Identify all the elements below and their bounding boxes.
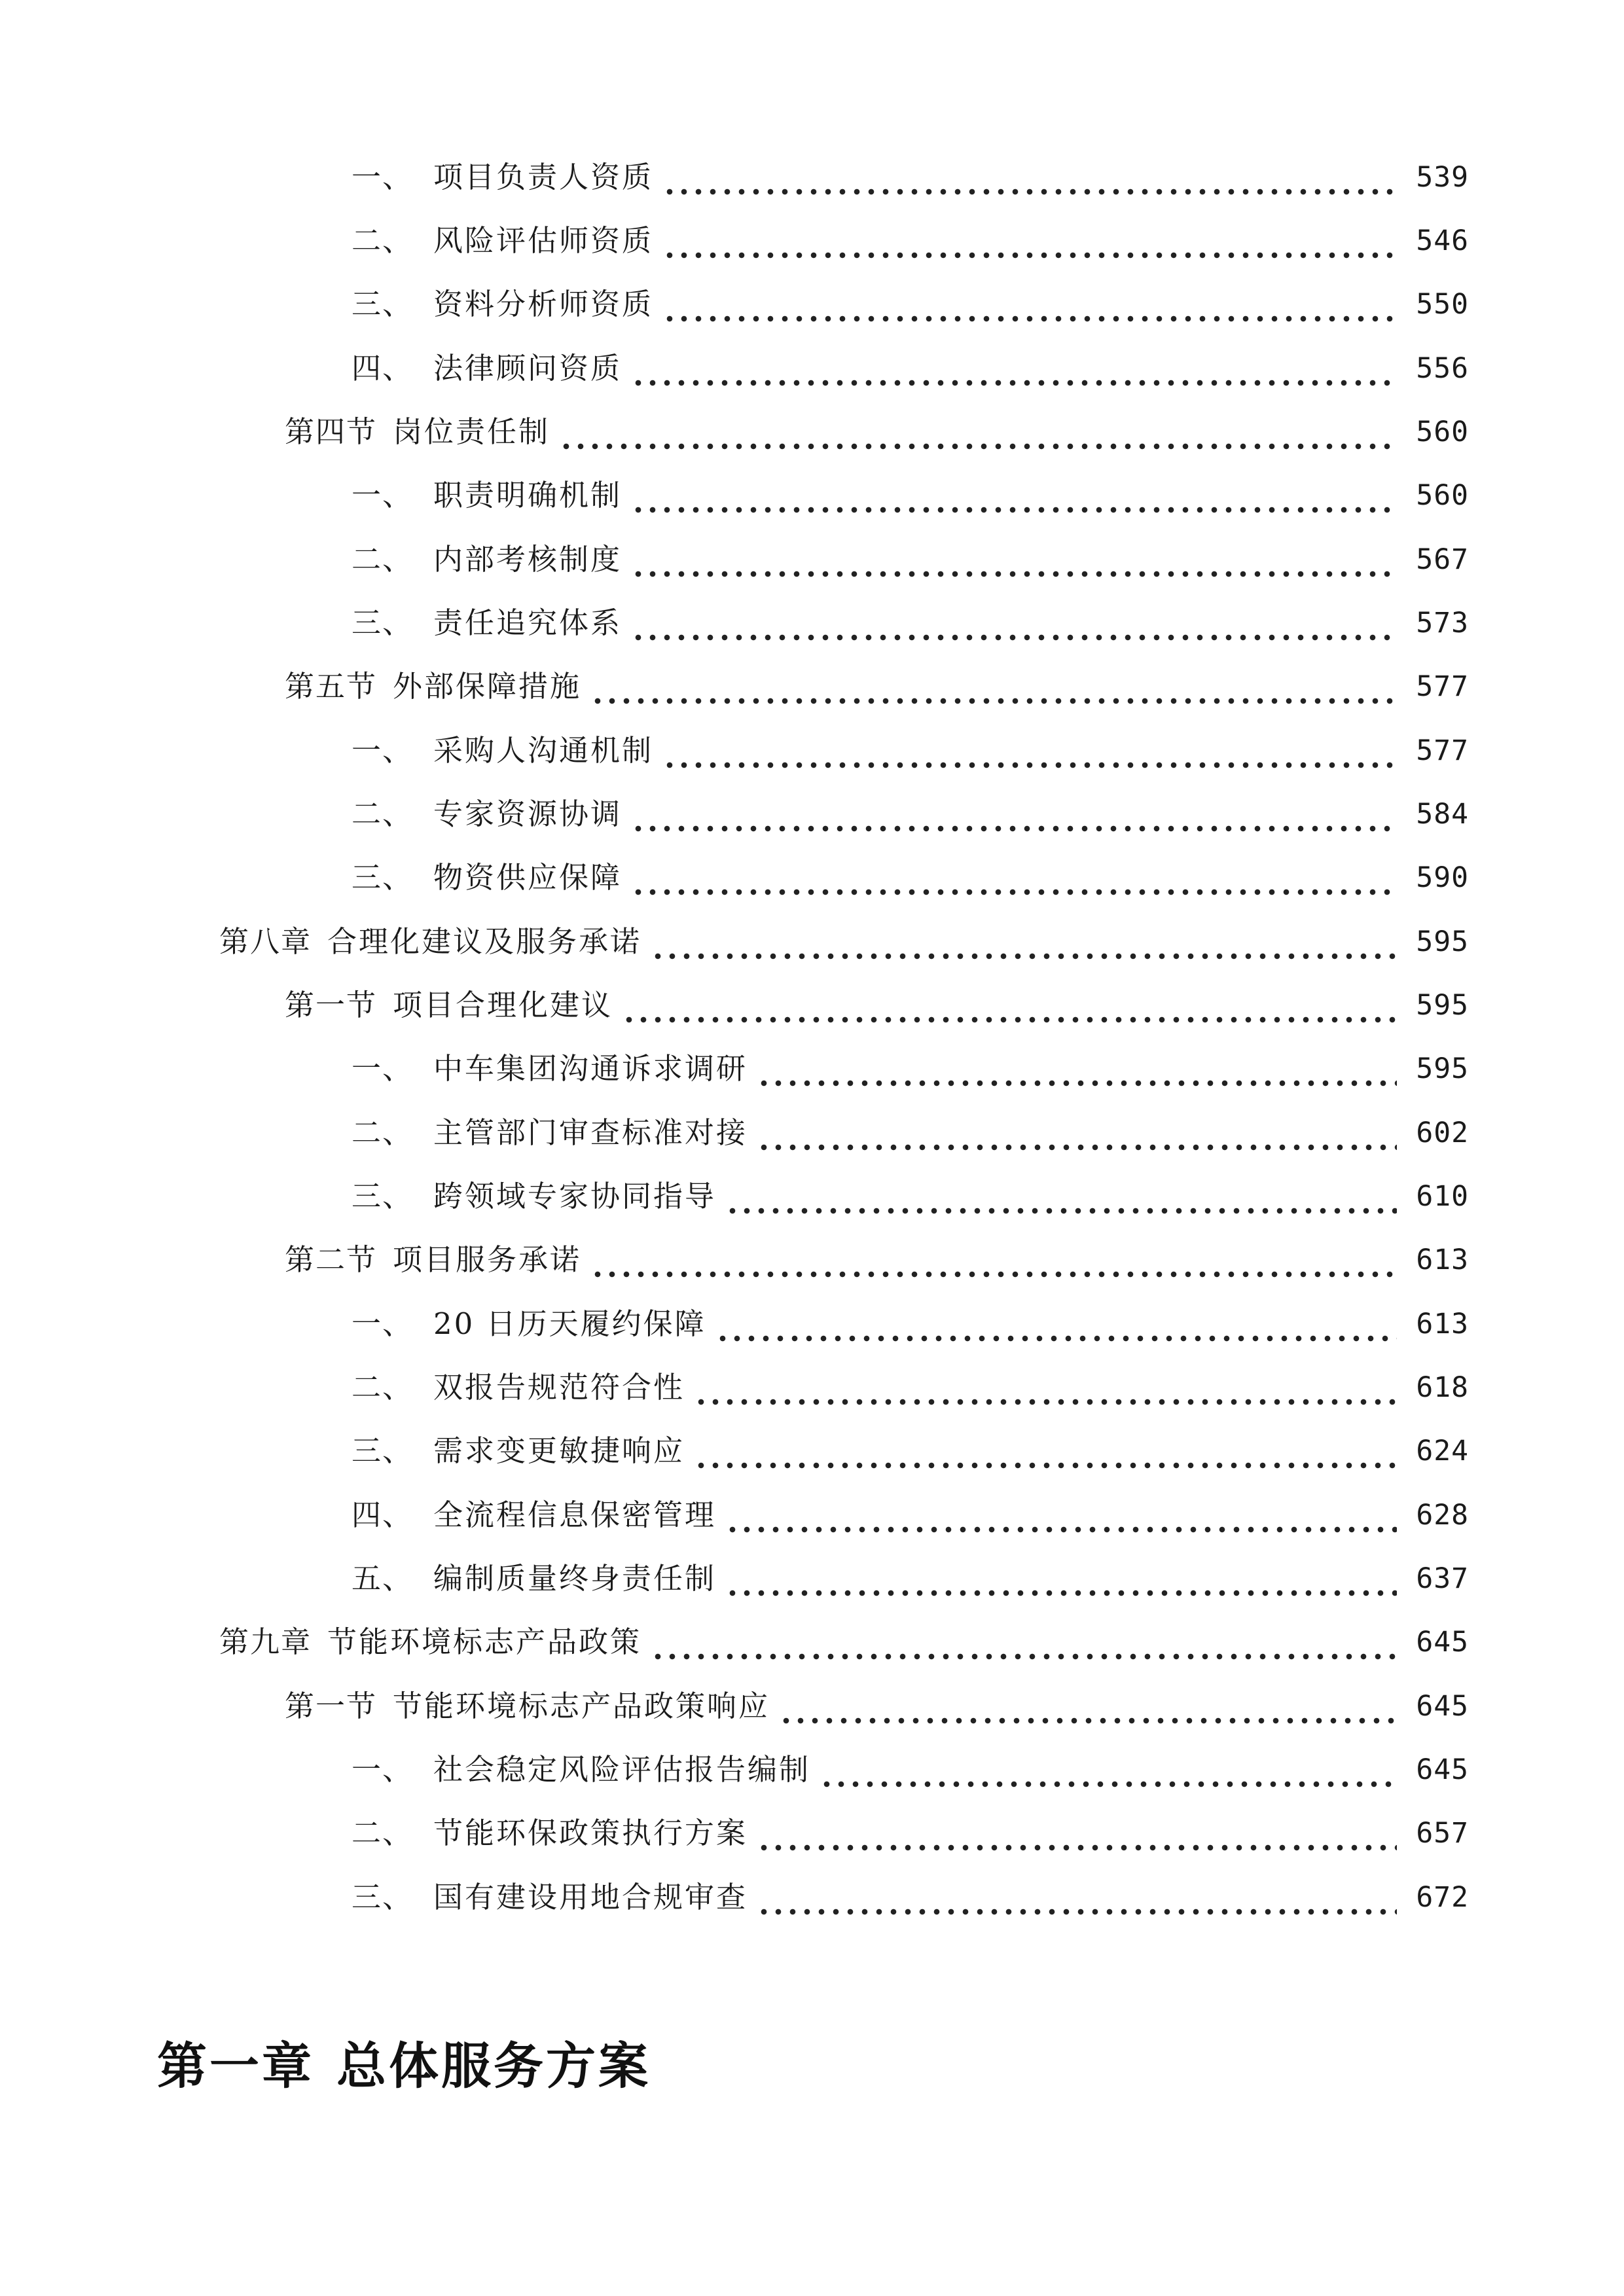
- dot-leader: [757, 1804, 1397, 1863]
- toc-entry[interactable]: [352, 211, 1469, 270]
- toc-entry-page: 610: [1416, 1180, 1469, 1213]
- toc-entry-page: 577: [1416, 734, 1469, 767]
- toc-entry-page: 590: [1416, 861, 1469, 894]
- toc-entry[interactable]: [352, 1486, 1469, 1545]
- toc-entry-number: 一、: [352, 160, 414, 194]
- toc-entry[interactable]: [285, 657, 1469, 716]
- toc-entry-title: 节能环境标志产品政策响应: [393, 1689, 770, 1723]
- toc-entry-title: 节能环保政策执行方案: [433, 1816, 748, 1850]
- toc-entry-number: 第一节: [285, 1689, 378, 1723]
- toc-entry-number: 三、: [352, 1433, 414, 1468]
- toc-entry[interactable]: [352, 1804, 1469, 1863]
- dot-leader: [631, 530, 1397, 589]
- toc-entry[interactable]: [352, 848, 1469, 907]
- toc-entry-page: 595: [1416, 925, 1469, 958]
- toc-entry[interactable]: [285, 403, 1469, 461]
- dot-leader: [631, 339, 1397, 398]
- dot-leader: [590, 1230, 1397, 1289]
- toc-entry[interactable]: [352, 1549, 1469, 1608]
- toc-entry-title: 项目服务承诺: [393, 1242, 582, 1277]
- toc-entry-page: 584: [1416, 798, 1469, 831]
- toc-entry-number: 第一节: [285, 988, 378, 1022]
- dot-leader: [662, 275, 1397, 334]
- toc-entry-page: 602: [1416, 1117, 1469, 1149]
- toc-entry[interactable]: [352, 339, 1469, 398]
- toc-entry-page: 613: [1416, 1244, 1469, 1276]
- toc-entry[interactable]: [219, 912, 1469, 971]
- toc-entry-number: 三、: [352, 287, 414, 321]
- toc-entry-page: 645: [1416, 1626, 1469, 1659]
- toc-entry-number: 一、: [352, 478, 414, 512]
- dot-leader: [662, 721, 1397, 780]
- toc-entry-number: 一、: [352, 1051, 414, 1086]
- dot-leader: [662, 148, 1397, 207]
- toc-entry-title: 职责明确机制: [433, 478, 623, 512]
- toc-entry[interactable]: [352, 1740, 1469, 1799]
- toc-entry-title: 内部考核制度: [433, 542, 623, 577]
- toc-entry-page: 595: [1416, 1052, 1469, 1085]
- toc-entry-number: 三、: [352, 605, 414, 640]
- toc-entry[interactable]: [352, 1422, 1469, 1480]
- toc-entry-number: 四、: [352, 1498, 414, 1532]
- dot-leader: [622, 976, 1397, 1035]
- dot-leader: [757, 1868, 1397, 1927]
- toc-entry-number: 二、: [352, 1115, 414, 1150]
- dot-leader: [694, 1422, 1397, 1480]
- dot-leader: [651, 1613, 1397, 1672]
- dot-leader: [757, 1039, 1397, 1098]
- dot-leader: [631, 848, 1397, 907]
- toc-entry-page: 672: [1416, 1881, 1469, 1914]
- toc-entry-title: 物资供应保障: [433, 860, 623, 895]
- toc-entry-title: 专家资源协调: [433, 797, 623, 831]
- toc-entry-title: 主管部门审查标准对接: [433, 1115, 748, 1150]
- toc-entry-title: 双报告规范符合性: [433, 1370, 685, 1405]
- toc-entry-page: 618: [1416, 1371, 1469, 1404]
- dot-leader: [662, 211, 1397, 270]
- toc-entry-title: 国有建设用地合规审查: [433, 1880, 748, 1914]
- dot-leader: [779, 1677, 1397, 1736]
- toc-entry-title: 需求变更敏捷响应: [433, 1433, 685, 1468]
- toc-entry-page: 567: [1416, 543, 1469, 576]
- toc-entry-title: 采购人沟通机制: [433, 733, 654, 768]
- toc-entry-page: 637: [1416, 1562, 1469, 1595]
- toc-entry-page: 645: [1416, 1753, 1469, 1786]
- dot-leader: [715, 1295, 1397, 1354]
- toc-entry[interactable]: [352, 530, 1469, 589]
- toc-entry-page: 613: [1416, 1308, 1469, 1340]
- toc-entry[interactable]: [352, 1295, 1469, 1354]
- toc-entry-page: 546: [1416, 224, 1469, 257]
- toc-entry-number: 一、: [352, 1306, 414, 1341]
- dot-leader: [559, 403, 1397, 461]
- toc-entry[interactable]: [352, 1039, 1469, 1098]
- toc-entry-number: 第八章: [219, 924, 312, 959]
- toc-entry-number: 第二节: [285, 1242, 378, 1277]
- toc-entry-number: 二、: [352, 1370, 414, 1405]
- toc-entry-number: 三、: [352, 1179, 414, 1213]
- toc-entry-page: 577: [1416, 670, 1469, 703]
- dot-leader: [725, 1549, 1397, 1608]
- toc-entry-title: 20 日历天履约保障: [433, 1306, 706, 1341]
- toc-entry-title: 风险评估师资质: [433, 223, 654, 258]
- toc-entry-number: 二、: [352, 542, 414, 577]
- toc-entry-title: 法律顾问资质: [433, 351, 623, 386]
- dot-leader: [631, 594, 1397, 653]
- toc-entry-page: 657: [1416, 1817, 1469, 1850]
- toc-entry-page: 628: [1416, 1499, 1469, 1532]
- dot-leader: [725, 1167, 1397, 1226]
- toc-entry-number: 二、: [352, 223, 414, 258]
- toc-entry-title: 中车集团沟通诉求调研: [433, 1051, 748, 1086]
- toc-entry[interactable]: [285, 1230, 1469, 1289]
- toc-entry-page: 595: [1416, 989, 1469, 1022]
- toc-entry-title: 责任追究体系: [433, 605, 623, 640]
- chapter-title: 总体服务方案: [336, 2036, 651, 2095]
- toc-entry[interactable]: [352, 466, 1469, 525]
- toc-entry[interactable]: [352, 1167, 1469, 1226]
- toc-entry-title: 外部保障措施: [393, 669, 582, 704]
- toc-entry-page: 624: [1416, 1435, 1469, 1467]
- toc-entry-title: 全流程信息保密管理: [433, 1498, 717, 1532]
- toc-entry-page: 645: [1416, 1690, 1469, 1723]
- toc-entry[interactable]: [285, 976, 1469, 1035]
- toc-entry-title: 编制质量终身责任制: [433, 1561, 717, 1596]
- toc-entry-page: 550: [1416, 288, 1469, 321]
- toc-entry[interactable]: [352, 1103, 1469, 1162]
- toc-entry-title: 项目合理化建议: [393, 988, 613, 1022]
- toc-entry[interactable]: [352, 785, 1469, 844]
- dot-leader: [694, 1358, 1397, 1417]
- toc-entry-number: 一、: [352, 733, 414, 768]
- dot-leader: [725, 1486, 1397, 1545]
- toc-entry-number: 四、: [352, 351, 414, 386]
- toc-entry-page: 573: [1416, 607, 1469, 639]
- toc-entry-number: 第四节: [285, 414, 378, 449]
- toc-entry[interactable]: [352, 1358, 1469, 1417]
- dot-leader: [757, 1103, 1397, 1162]
- dot-leader: [631, 785, 1397, 844]
- toc-entry-page: 556: [1416, 352, 1469, 385]
- toc-entry-number: 第九章: [219, 1624, 312, 1659]
- toc-entry[interactable]: [285, 1677, 1469, 1736]
- toc-entry-title: 项目负责人资质: [433, 160, 654, 194]
- toc-entry-title: 社会稳定风险评估报告编制: [433, 1752, 811, 1787]
- toc-entry[interactable]: [352, 275, 1469, 334]
- toc-entry[interactable]: [352, 1868, 1469, 1927]
- toc-entry[interactable]: [352, 148, 1469, 207]
- toc-entry-number: 五、: [352, 1561, 414, 1596]
- toc-entry-number: 二、: [352, 797, 414, 831]
- dot-leader: [590, 657, 1397, 716]
- toc-entry-number: 三、: [352, 860, 414, 895]
- toc-entry-page: 560: [1416, 479, 1469, 512]
- toc-entry-number: 第五节: [285, 669, 378, 704]
- dot-leader: [820, 1740, 1397, 1799]
- toc-entry-number: 三、: [352, 1880, 414, 1914]
- chapter-heading: [157, 2026, 651, 2098]
- toc-entry-page: 539: [1416, 161, 1469, 194]
- toc-entry-title: 岗位责任制: [393, 414, 550, 449]
- dot-leader: [631, 466, 1397, 525]
- toc-entry-title: 跨领域专家协同指导: [433, 1179, 717, 1213]
- dot-leader: [651, 912, 1397, 971]
- toc-entry-number: 二、: [352, 1816, 414, 1850]
- toc-entry[interactable]: [352, 594, 1469, 653]
- toc-entry-title: 节能环境标志产品政策: [327, 1624, 642, 1659]
- toc-entry-page: 560: [1416, 416, 1469, 448]
- toc-entry[interactable]: [219, 1613, 1469, 1672]
- toc-entry[interactable]: [352, 721, 1469, 780]
- toc-entry-title: 资料分析师资质: [433, 287, 654, 321]
- toc-entry-title: 合理化建议及服务承诺: [327, 924, 642, 959]
- chapter-number: 第一章: [157, 2036, 314, 2095]
- toc-entry-number: 一、: [352, 1752, 414, 1787]
